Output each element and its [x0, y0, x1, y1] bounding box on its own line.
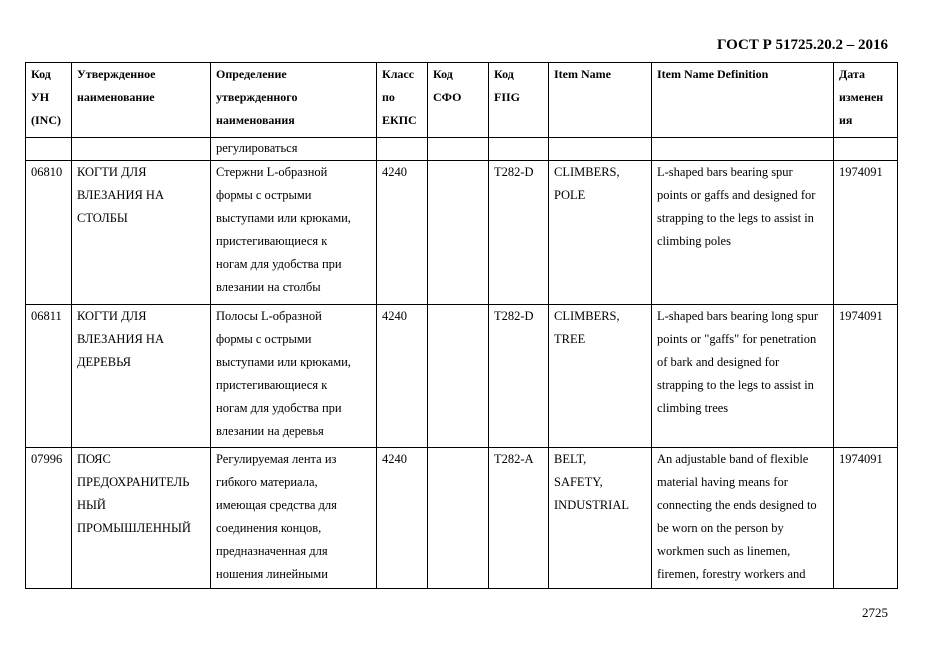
table-header-row [26, 63, 898, 138]
cell-ekps-class: 4240 [377, 161, 428, 305]
cell-fiig-code: T282-D [489, 161, 549, 305]
cell-change-date: 1974091 [834, 448, 898, 589]
cell-item-name: CLIMBERS, TREE [549, 305, 652, 448]
cell-fiig-code: T282-A [489, 448, 549, 589]
table-row [26, 448, 898, 589]
column-header-item-name: Item Name [549, 63, 652, 138]
column-header-inc: Код УН (INC) [26, 63, 72, 138]
cell-item-name: BELT, SAFETY, INDUSTRIAL [549, 448, 652, 589]
cell-inc: 07996 [26, 448, 72, 589]
column-header-ekps-class: Класс по ЕКПС [377, 63, 428, 138]
cell-item-name: CLIMBERS, POLE [549, 161, 652, 305]
cell-change-date: 1974091 [834, 305, 898, 448]
cell-fiig-code: T282-D [489, 305, 549, 448]
document-header: ГОСТ Р 51725.20.2 – 2016 [716, 37, 888, 53]
column-header-change-date: Дата изменен ия [834, 63, 898, 138]
cell-item-name-definition: L-shaped bars bearing spur points or gaffs and designed for strapping to the legs to assist in climbing poles [652, 161, 834, 305]
cell-ekps-class: 4240 [377, 448, 428, 589]
cell-definition: Полосы L-образной формы с острыми выступами или крюками, пристегивающиеся к ногам для удобства при влезании на деревья [211, 305, 377, 448]
cell-inc: 06811 [26, 305, 72, 448]
cell-approved-name: КОГТИ ДЛЯ ВЛЕЗАНИЯ НА ДЕРЕВЬЯ [72, 305, 211, 448]
cell-approved-name: КОГТИ ДЛЯ ВЛЕЗАНИЯ НА СТОЛБЫ [72, 161, 211, 305]
cell-approved-name: ПОЯС ПРЕДОХРАНИТЕЛЬ НЫЙ ПРОМЫШЛЕННЫЙ [72, 448, 211, 589]
catalog-table [25, 62, 898, 589]
cell-sfo-code [428, 305, 489, 448]
column-header-fiig-code: Код FIIG [489, 63, 549, 138]
cell-definition: Регулируемая лента из гибкого материала, имеющая средства для соединения концов, предназначенная для ношения линейными [211, 448, 377, 589]
cell-definition: Стержни L-образной формы с острыми выступами или крюками, пристегивающиеся к ногам для удобства при влезании на столбы [211, 161, 377, 305]
column-header-approved-name: Утвержденное наименование [72, 63, 211, 138]
cell-sfo-code [428, 448, 489, 589]
cell-change-date: 1974091 [834, 161, 898, 305]
cell-sfo-code [428, 161, 489, 305]
cell-item-name-definition: An adjustable band of flexible material having means for connecting the ends designed to be worn on the person by workmen such as linemen, firemen, forestry workers and [652, 448, 834, 589]
table-row [26, 161, 898, 305]
column-header-definition: Определение утвержденного наименования [211, 63, 377, 138]
cell-inc: 06810 [26, 161, 72, 305]
column-header-item-name-definition: Item Name Definition [652, 63, 834, 138]
cell-ekps-class: 4240 [377, 305, 428, 448]
table-row-continuation [26, 138, 898, 161]
cell-item-name-definition: L-shaped bars bearing long spur points or "gaffs" for penetration of bark and designed for strapping to the legs to assist in climbing trees [652, 305, 834, 448]
table-row [26, 305, 898, 448]
continuation-text: регулироваться [211, 138, 377, 161]
column-header-sfo-code: Код СФО [428, 63, 489, 138]
page-number: 2725 [862, 605, 888, 620]
